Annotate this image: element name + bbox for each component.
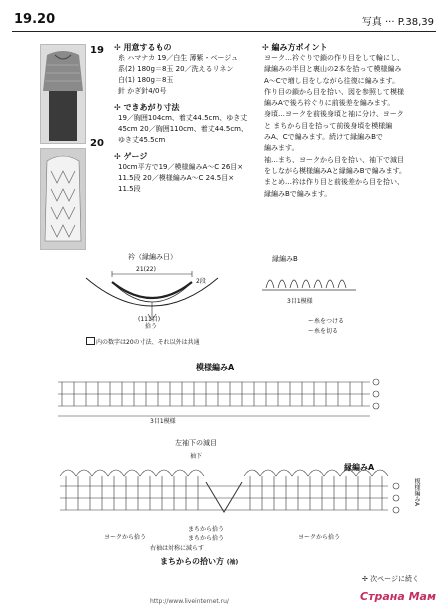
edge-a-title: 縁編みA bbox=[344, 463, 375, 472]
gusset-caption: まちからの拾い方 (袖) bbox=[160, 557, 239, 566]
pattern-a-chart bbox=[58, 374, 378, 424]
edge-b-repeat: 3目1模様 bbox=[287, 298, 313, 305]
collar-rows-label: 2段 bbox=[196, 278, 206, 285]
watermark-brand: Страна Мам bbox=[360, 590, 436, 603]
collar-width-label: 21(22) bbox=[136, 266, 156, 273]
photo-page-reference: 写真 ··· P.38,39 bbox=[361, 17, 434, 28]
garment-20-illustration bbox=[41, 149, 85, 249]
materials-title: ✢ 用意するもの bbox=[114, 43, 172, 52]
pattern-a-title: 模様編みA bbox=[196, 363, 235, 372]
sleeve-chart bbox=[56, 462, 406, 524]
garment-photo-19 bbox=[40, 44, 86, 144]
yoke-pickup-right: ヨークから拾う bbox=[298, 534, 341, 541]
garment-photo-20 bbox=[40, 148, 86, 250]
gusset-pickup-left: まちから拾う bbox=[188, 526, 225, 533]
knitting-points-text: ヨーク…衿ぐりで鎖の作り目をして輪にし、 縁編みの半目と裏山の2本を拾って模様編み A～Cで増し目をしながら往復に編みます。 作り目の鎖から目を拾い、図を参照して模様 編みAで後ろ衿ぐりに前後差を編みます。 身頃…ヨークを前後身頃と袖に分け、ヨーク と まちから目を拾って前後身頃を模様編 みA、Cで編みます。続けて縁編みBで 編みます。 袖…まち、ヨークから目を拾い、袖下で減目 をしながら模様編みAと縁編みBで編みます。 まとめ…衿は作り目と前後差から目を拾い、 縁編みBで編みます。 bbox=[264, 54, 407, 198]
collar-note: 内の数字は20の寸法、それ以外は共通 bbox=[96, 339, 200, 346]
right-sleeve-note: 右袖は対称に減らす bbox=[150, 545, 205, 552]
yoke-pickup-left: ヨークから拾う bbox=[104, 534, 147, 541]
gauge-title: ✢ ゲージ bbox=[114, 152, 148, 161]
knitting-points-title: ✢ 編み方ポイント bbox=[262, 43, 328, 52]
header-divider bbox=[12, 31, 436, 32]
pattern-a-side-label: 模様編みA bbox=[413, 478, 420, 507]
garment-19-illustration bbox=[41, 45, 85, 143]
edge-b-title: 縁編みB bbox=[272, 255, 298, 263]
sleeve-underarm-label: 袖下 bbox=[190, 453, 203, 460]
materials-text: 糸 ハマナカ 19／白生 薄紫・ベージュ 系(2) 180g＝8玉 20／洗えるリネン 白(1) 180g＝8玉 針 かぎ針4/0号 bbox=[118, 54, 239, 95]
legend-attach-yarn: ー糸をつける bbox=[308, 318, 345, 325]
sleeve-decrease-title: 左袖下の減目 bbox=[175, 439, 217, 447]
collar-stitch-count: (111目) bbox=[138, 316, 161, 323]
edge-b-chart bbox=[260, 268, 360, 298]
finished-size-title: ✢ できあがり寸法 bbox=[114, 103, 180, 112]
photo-number-20: 20 bbox=[90, 138, 104, 149]
gusset-pickup-right: まちから拾う bbox=[188, 535, 225, 542]
continued-next-page: ✢ 次ページに続く bbox=[362, 575, 419, 583]
collar-title: 衿（縁編み日） bbox=[128, 253, 177, 261]
collar-pickup-label: 拾う bbox=[145, 323, 158, 330]
photo-number-19: 19 bbox=[90, 45, 104, 56]
finished-size-text: 19／胸囲104cm、着丈44.5cm、ゆき丈 45cm 20／胸囲110cm、着丈44.5cm、 ゆき丈45.5cm bbox=[118, 114, 248, 144]
gauge-text: 10cm平方で19／模様編みA～C 26目× 11.5段 20／模様編みA～C 24.5目× 11.5段 bbox=[118, 163, 244, 193]
legend-cut-yarn: ー糸を切る bbox=[308, 328, 339, 335]
page-number: 19.20 bbox=[14, 12, 56, 27]
pattern-a-repeat: 3目1模様 bbox=[150, 418, 176, 425]
note-box-icon bbox=[86, 337, 95, 345]
watermark-url: http://www.liveinternet.ru/ bbox=[150, 598, 229, 605]
